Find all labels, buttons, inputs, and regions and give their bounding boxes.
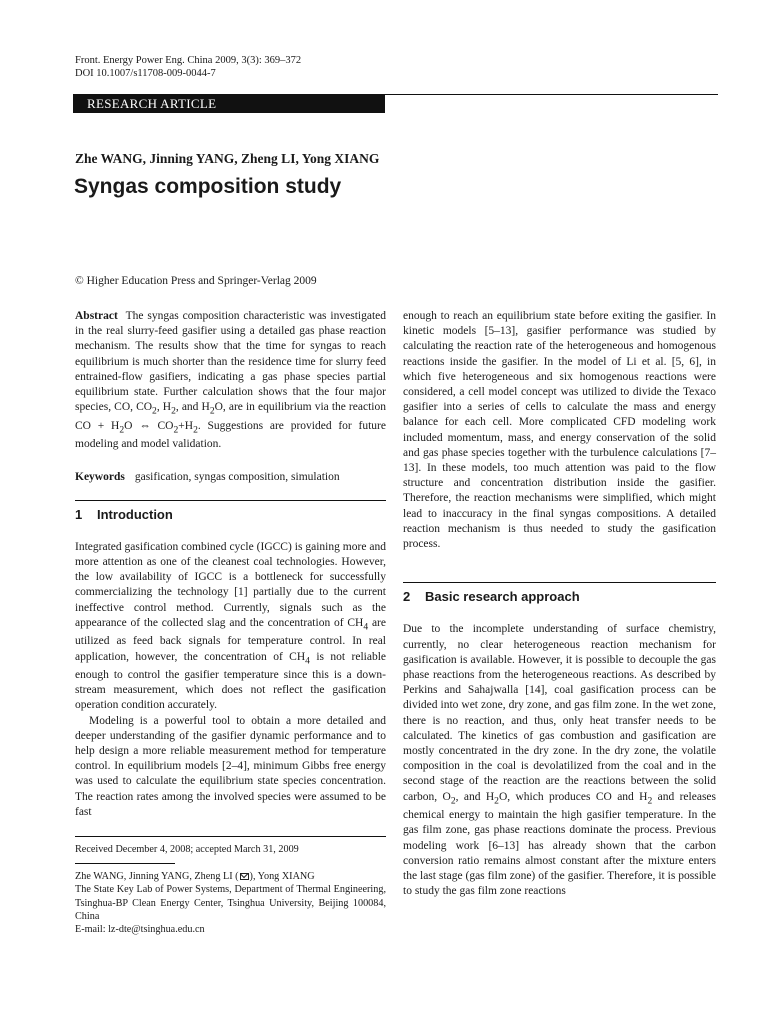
affiliation: The State Key Lab of Power Systems, Department of Thermal Engineering, Tsinghua-BP Clean Energy Center, Tsinghua University, Beijing 100084, China — [75, 884, 386, 922]
keywords-text: gasification, syngas composition, simulation — [134, 471, 340, 484]
footnote-short-rule — [75, 863, 175, 864]
right-column — [403, 309, 716, 899]
left-column — [75, 309, 386, 936]
keywords-label: Keywords — [75, 471, 125, 484]
doi-line: DOI 10.1007/s11708-009-0044-7 — [75, 68, 216, 79]
intro-paragraph-1: Integrated gasification combined cycle (IGCC) is gaining more and more attention as one of the cleanest coal technologies. However, the low availability of IGCC is a bottleneck for successfully commercializing the technology [1] partially due to the current ineffective control method. Currently, signals such as the appearance of the collected slag and the concentration of $CH_4$ are utilized as feed back signals for temperature control. In real application, however, the concentration of $CH_4$ is not reliable enough to control the gasifier temperature since this is a down-stream measurement, which does not reflect the gasification operation condition accurately. — [75, 540, 386, 712]
author-footnote: Zhe WANG, Jinning YANG, Zheng LI ( ), Yong XIANG — [75, 871, 315, 883]
journal-line: Front. Energy Power Eng. China 2009, 3(3): 369–372 — [75, 55, 302, 66]
footnote-rule — [75, 836, 386, 837]
author-list: Zhe WANG, Jinning YANG, Zheng LI, Yong XIANG — [75, 151, 380, 166]
header-rule — [385, 94, 718, 95]
copyright-notice: © Higher Education Press and Springer-Verlag 2009 — [75, 275, 317, 287]
intro-paragraph-2: Modeling is a powerful tool to obtain a more detailed and deeper understanding of the gasifier dynamic performance and to help design a more reliable measurement method for temperature control. In equilibrium models [2–4], minimum Gibbs free energy was used to calculate the equilibrium state species concentration. The reaction rates among the involved species were assumed to be fast — [75, 714, 386, 818]
section-rule — [75, 500, 386, 501]
journal-citation — [75, 54, 301, 80]
abstract: Abstract The syngas composition characteristic was investigated in the real slurry-feed gasifier using a detailed gas phase reaction mechanism. The results show that the time for syngas to reach equilibrium is much shorter than the residence time for slurry feed entrained-flow gasifiers, indicating a gas phase species partial equilibrium state. Further calculation shows that the four major species, CO, $CO_2$, $H_2$, and $H_2O$, are in equilibrium via the reaction CO + $H_2O$ ⇔ $CO_2+H_2$. Suggestions are provided for future modeling and model validation. — [75, 310, 387, 451]
keywords — [75, 470, 386, 485]
article-type-banner — [73, 94, 385, 113]
envelope-icon — [240, 873, 249, 880]
email[interactable]: E-mail: lz-dte@tsinghua.edu.cn — [75, 924, 205, 936]
section-heading-introduction: 1 Introduction — [75, 506, 173, 522]
section-heading-basic-research-approach: 2 Basic research approach — [403, 589, 580, 605]
intro-paragraph-3: enough to reach an equilibrium state before exiting the gasifier. In kinetic models [5–13], gasifier performance was studied by calculating the reaction rate of the heterogeneous and homogenous reactions inside the gasifier. In the model of Li et al. [5, 6], in which five heterogeneous and six homogenous reactions were considered, a cell model concept was utilized to divide the Texaco gasifier into a series of cells to calculate the mass and energy balance for each cell. More complicated CFD modeling work included momentum, mass, and energy conservation of the solid and gas phase species together with the turbulence calculations [7–13]. In these models, too much attention was paid to the flow structure and concentration distribution inside the gasifier. Therefore, the reaction mechanisms were simplified, which might lead to inaccuracy in the final syngas compositions. A detailed reaction mechanism is thus needed to study the gasification process. — [403, 310, 716, 551]
article-title: Syngas composition study — [74, 175, 342, 198]
article-type-label: RESEARCH ARTICLE — [87, 96, 217, 111]
approach-paragraph-1: Due to the incomplete understanding of surface chemistry, currently, no clear heterogeneous reaction mechanism for gasification is available. However, it is possible to decouple the gas phase reactions from the heterogeneous reactions. As described by Perkins and Sahajwalla [14], coal gasification process can be divided into wet zone, dry zone, and gas film zone. In the wet zone, there is no reaction, and thus, only heat transfer needs to be calculated. The kinetics of gas combustion and gasification are mostly concentrated in the dry zone. In the dry zone, the volatile composition in the coal is devolatilized from the coal and in the second stage of the reaction are the reactions between the solid carbon, $O_2$, and $H_2O$, which produces CO and $H_2$ and releases chemical energy to maintain the high gasifier temperature. In the gas film zone, gas phase reactions dominate the process. Previous modeling work [6–13] has already shown that the carbon conversion ratio remains almost constant after the mixture enters the last stage (gas film zone) of the gasifier. Therefore, it is possible to study the gas film zone reactions — [403, 623, 716, 898]
received-note: Received December 4, 2008; accepted March 31, 2009 — [75, 844, 299, 856]
section-rule — [403, 582, 716, 583]
abstract-label: Abstract — [75, 310, 118, 322]
